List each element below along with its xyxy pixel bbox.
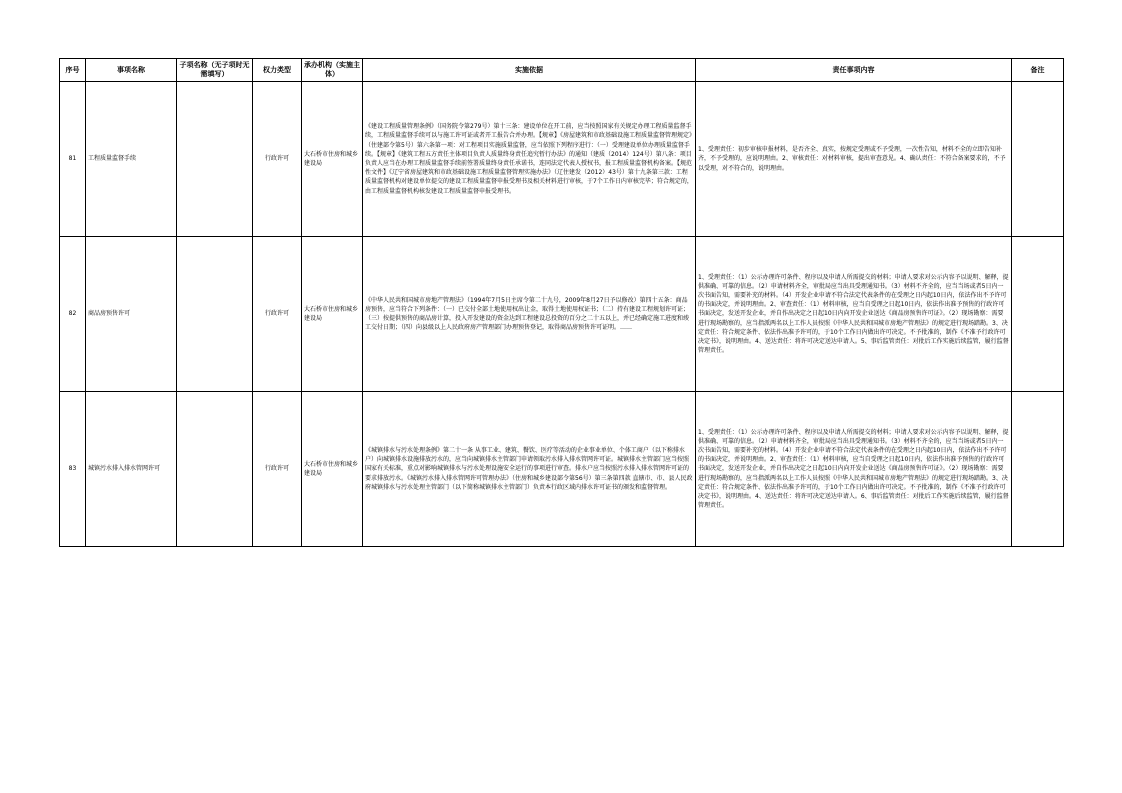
cell-agency: 大石桥市住房和城乡建设局 [302, 82, 363, 237]
header-row [60, 59, 1064, 82]
cell-duty: 1、受理责任：（1）公示办理许可条件、程序以及申请人所需提交的材料；申请人要求对公示内容予以说明、解释，提供准确、可靠的信息。（2）申请材料齐全，审批局应当出具受理通知书。（3）材料不齐全的，应当当场或者5日内一次书面告知，需要补充的材料。（4）开发企业申请不符合法定代表条件的在受理之日内起10日内，依法作出不予许可的书面决定，并说明理由。2、审查责任：（1）材料审核，应当自受理之日起10日内，依法作出准予预售的行政许可书面决定，发送开发企业，并自作出决定之日起10日内向开发企业送达《商品房预售许可证》。（2）现场勘察：需要进行现场勘察的，应当指派两名以上工作人员按照《中华人民共和国城市房地产管理法》的规定进行现场踏勘。3、决定责任：符合规定条件、依法作出准予许可的，于10个工作日内做出许可决定。不予批准的，制作《不准予行政许可决定书》，说明理由。4、送达责任：将许可决定送达申请人。5、事后监管责任：对批后工作实施后续监管，履行监督管理责任。 [696, 237, 1012, 392]
cell-duty: 1、受理责任：初步审核申报材料，是否齐全、真实，按规定受理或不予受理，一次性告知，材料不全的立即告知补齐，不予受理的，应说明理由。2、审核责任：对材料审核，提出审查意见。4、确认责任：不符合备案要求的，不予以受理，对不符合的，说明理由。 [696, 82, 1012, 237]
responsibility-table [59, 58, 1064, 547]
cell-power-type: 行政许可 [253, 82, 302, 237]
header-no: 序号 [60, 59, 86, 82]
header-duty: 责任事项内容 [696, 59, 1012, 82]
cell-item-name: 城镇污水排入排水管网许可 [86, 392, 177, 547]
table-row [60, 237, 1064, 392]
table-row [60, 82, 1064, 237]
cell-item-name: 工程质量监督手续 [86, 82, 177, 237]
cell-basis: 《中华人民共和国城市房地产管理法》（1994年7月5日主席令第二十九号，2009年8月27日予以修改）第四十五条：商品房预售，应当符合下列条件：（一）已交付全部土地使用权出让金，取得土地使用权证书；（二）持有建设工程规划许可证；（三）按提供预售的商品房计算，投入开发建设的资金达到工程建设总投资的百分之二十五以上，并已经确定施工进度和竣工交付日期；（四）向县级以上人民政府房产管理部门办理预售登记，取得商品房预售许可证明。…… [363, 237, 696, 392]
cell-duty: 1、受理责任：（1）公示办理许可条件、程序以及申请人所需提交的材料；申请人要求对公示内容予以说明、解释，提供准确、可靠的信息。（2）申请材料齐全，审批局应当出具受理通知书。（3）材料不齐全的，应当当场或者5日内一次书面告知，需要补充的材料。（4）开发企业申请不符合法定代表条件的在受理之日内起10日内，依法作出不予许可的书面决定，并说明理由。2、审查责任：（1）材料审核，应当自受理之日起10日内，依法作出准予预售的行政许可书面决定，发送开发企业，并自作出决定之日起10日内向开发企业送达《商品房预售许可证》。（2）现场勘察：需要进行现场勘察的，应当指派两名以上工作人员按照《中华人民共和国城市房地产管理法》的规定进行现场踏勘。3、决定责任：符合规定条件、依法作出准予许可的，于10个工作日内做出许可决定。不予批准的，制作《不准予行政许可决定书》，说明理由。4、送达责任：将许可决定送达申请人。6、事后监管责任：对批后工作实施后续监管，履行监督管理责任。 [696, 392, 1012, 547]
cell-basis: 《建设工程质量管理条例》（国务院令第279号）第十三条：建设单位在开工前，应当按照国家有关规定办理工程质量监督手续，工程质量监督手续可以与施工许可证或者开工报告合并办理。【规章】《房屋建筑和市政基础设施工程质量监督管理规定》（住建部令第5号）第六条第一项：对工程项目实施质量监督，应当依照下列程序进行：（一）受理建设单位办理质量监督手续。【规章】《建筑工程五方责任主体项目负责人质量终身责任追究暂行办法》的通知（建质（2014）124号）第八条：项目负责人应当在办理工程质量监督手续前签署质量终身责任承诺书，连同法定代表人授权书，报工程质量监督机构备案。【规范性文件】《辽宁省房屋建筑和市政基础设施工程质量监督管理实施办法》（辽住建发（2012）43号）第十九条第三款：工程质量监督机构对建设单位提交的建设工程质量监督申报受理书及相关材料进行审核，于7个工作日内审核完毕；符合规定的，由工程质量监督机构核发建设工程质量监督申报受理书。 [363, 82, 696, 237]
cell-no: 81 [60, 82, 86, 237]
header-agency: 承办机构（实施主体） [302, 59, 363, 82]
header-power-type: 权力类型 [253, 59, 302, 82]
cell-sub-item [177, 237, 253, 392]
header-item-name: 事项名称 [86, 59, 177, 82]
cell-agency: 大石桥市住房和城乡建设局 [302, 392, 363, 547]
cell-sub-item [177, 82, 253, 237]
cell-item-name: 商品房预售许可 [86, 237, 177, 392]
cell-no: 82 [60, 237, 86, 392]
cell-remarks [1012, 392, 1064, 547]
cell-power-type: 行政许可 [253, 237, 302, 392]
header-sub-item: 子项名称（无子项时无需填写） [177, 59, 253, 82]
cell-sub-item [177, 392, 253, 547]
table-row [60, 392, 1064, 547]
cell-basis: 《城镇排水与污水处理条例》第二十一条 从事工业、建筑、餐饮、医疗等活动的企业事业单位、个体工商户（以下称排水户）向城镇排水设施排放污水的，应当向城镇排水主管部门申请领取污水排入排水管网许可证。城镇排水主管部门应当按照国家有关标准，重点对影响城镇排水与污水处理设施安全运行的事项进行审查。排水户应当按照污水排入排水管网许可证的要求排放污水。《城镇污水排入排水管网许可管理办法》（住房和城乡建设部令第56号）第三条第四款 直辖市、市、县人民政府城镇排水与污水处理主管部门（以下简称城镇排水主管部门）负责本行政区域内排水许可证书的颁发和监督管理。 [363, 392, 696, 547]
cell-agency: 大石桥市住房和城乡建设局 [302, 237, 363, 392]
header-basis: 实施依据 [363, 59, 696, 82]
cell-power-type: 行政许可 [253, 392, 302, 547]
cell-remarks [1012, 237, 1064, 392]
header-remarks: 备注 [1012, 59, 1064, 82]
cell-remarks [1012, 82, 1064, 237]
cell-no: 83 [60, 392, 86, 547]
